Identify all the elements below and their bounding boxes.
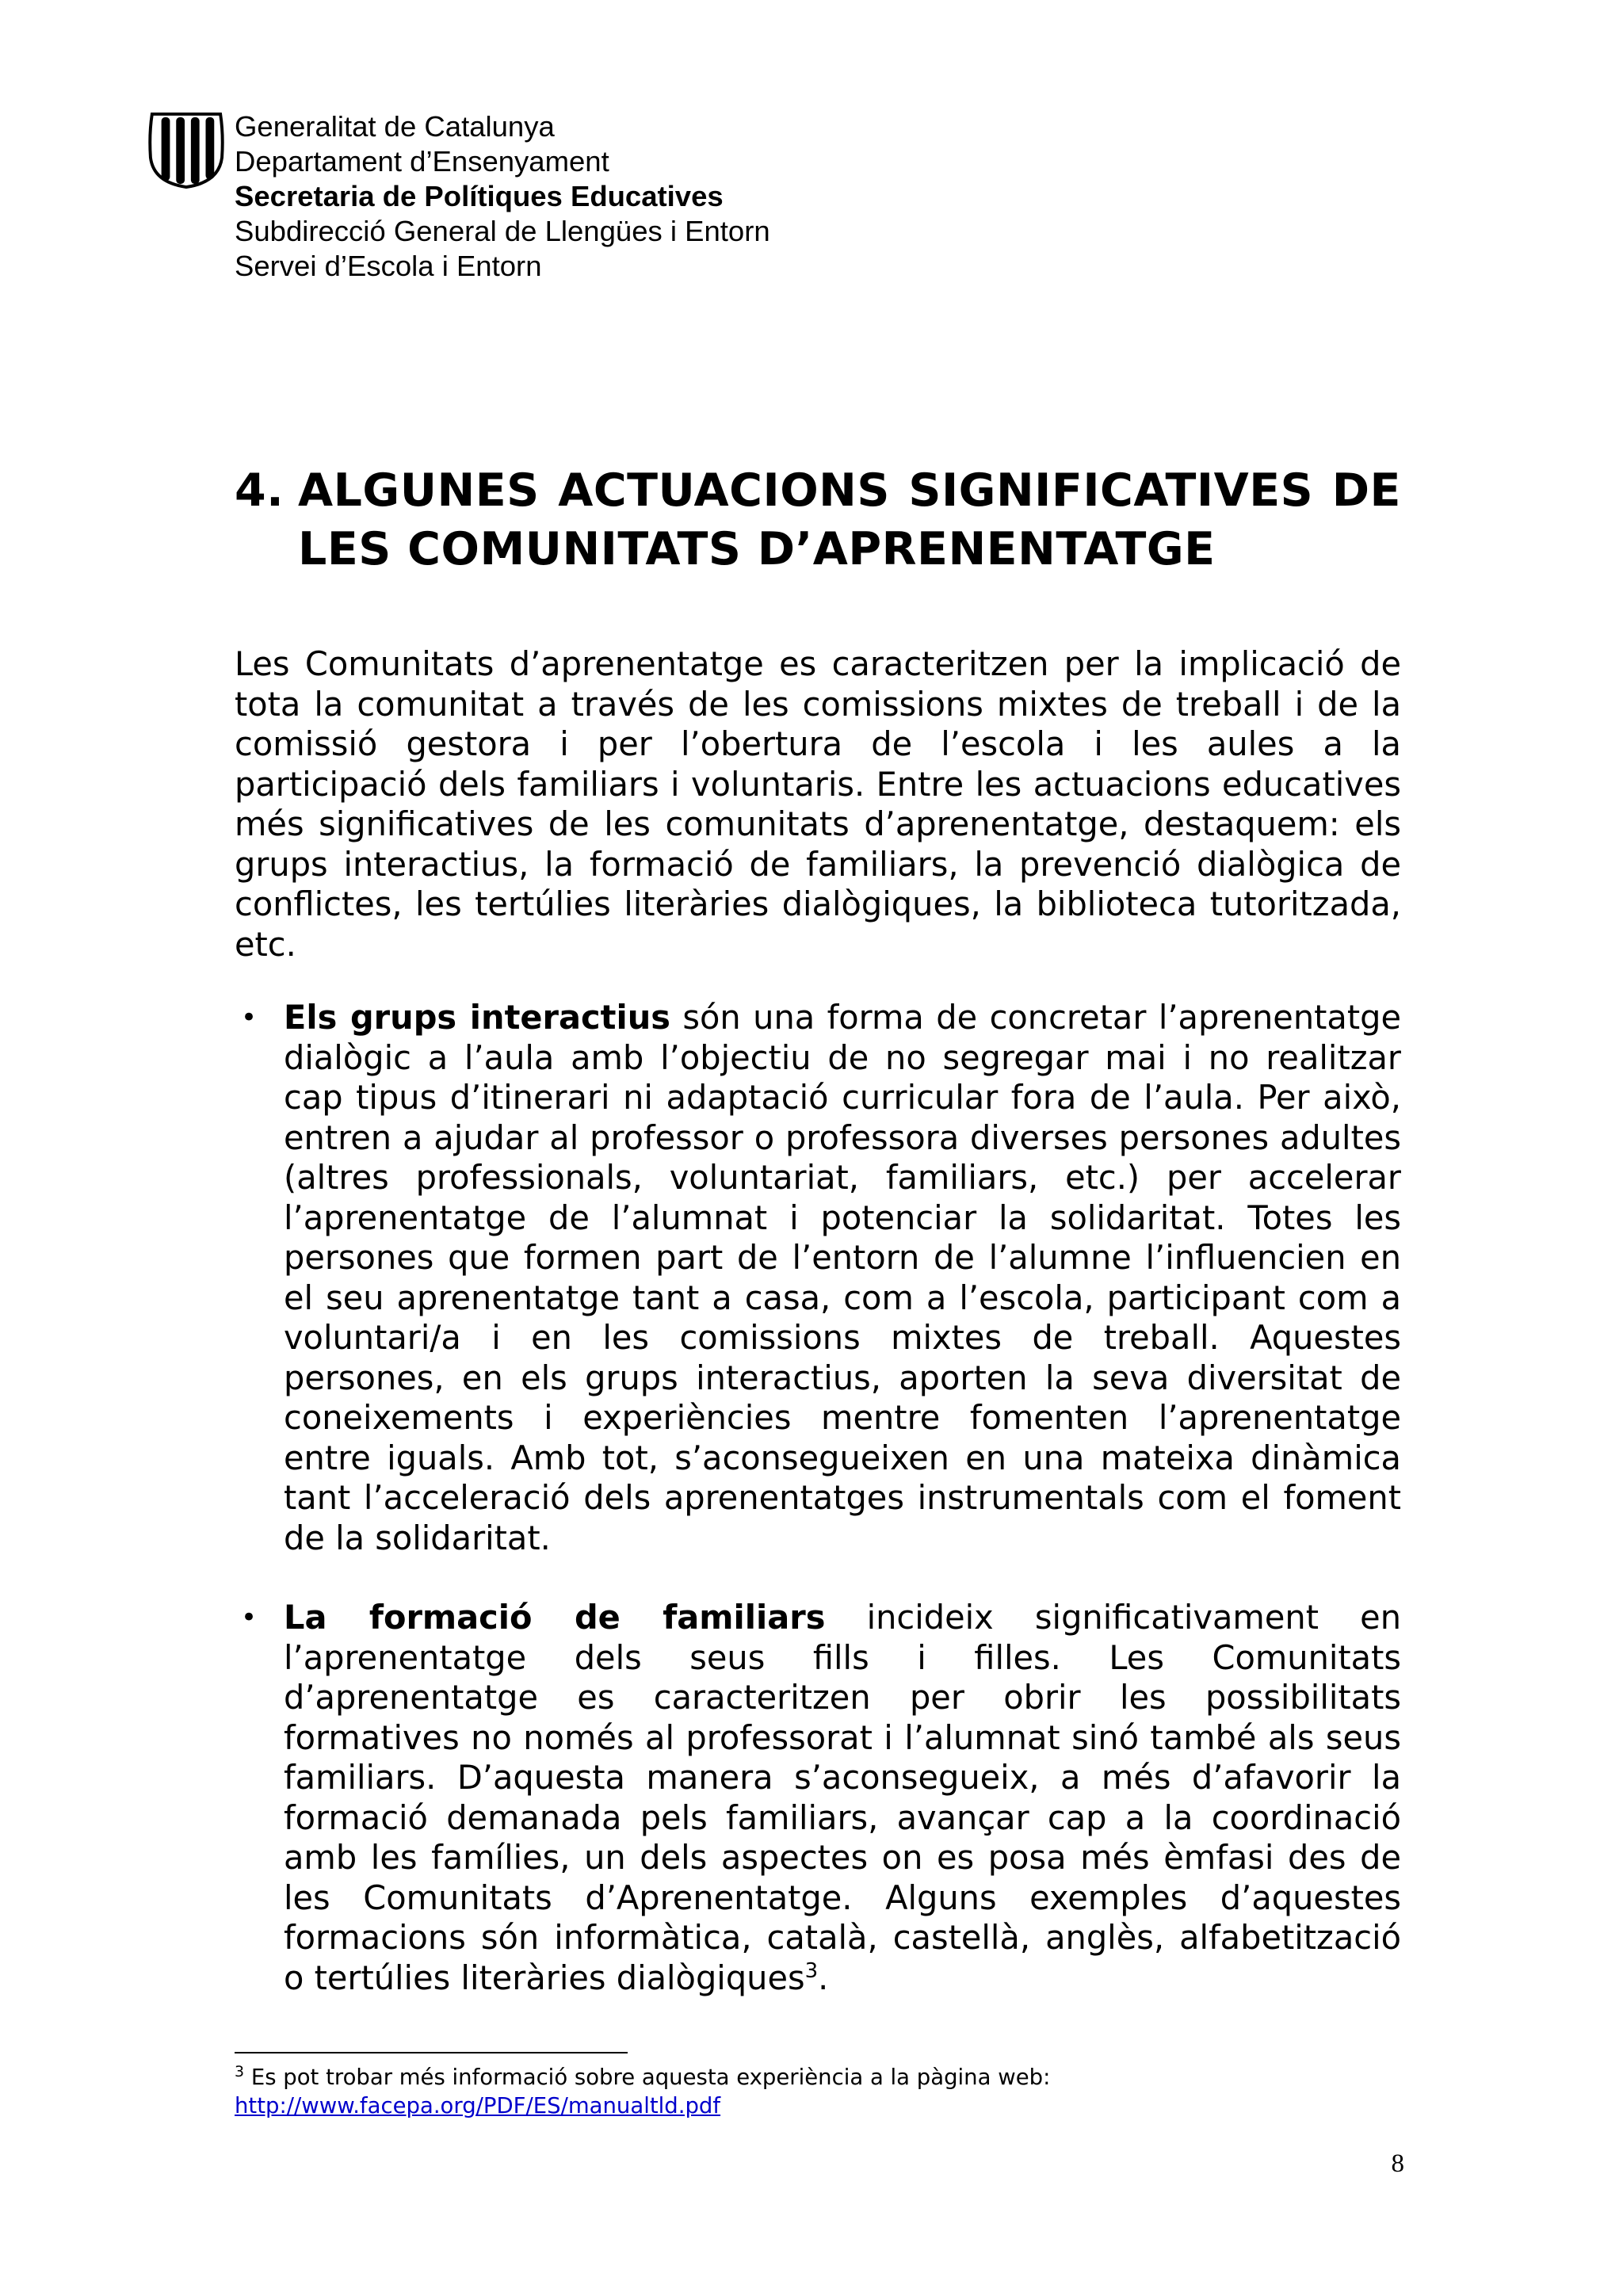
intro-paragraph: Les Comunitats d’aprenentatge es caracteritzen per la implicació de tota la comunitat a través de les comissions mixtes de treball i de la comissió gestora i per l’obertura de l’escola i les aules a la participació dels familiars i voluntaris. Entre les actuacions educatives més significatives de les comunitats d’aprenentatge, destaquem: els grups interactius, la formació de familiars, la prevenció dialògica de conflictes, les tertúlies literàries dialògiques, la biblioteca tutoritzada, etc. <box>235 644 1401 964</box>
list-item-text: són una forma de concretar l’aprenentatge dialògic a l’aula amb l’objectiu de no segregar mai i no realitzar cap tipus d’itinerari ni adaptació curricular fora de l’aula. Per això, entren a ajudar al professor o professora diverses persones adultes (altres professionals, voluntariat, familiars, etc.) per accelerar l’aprenentatge de l’alumnat i potenciar la solidaritat. Totes les persones que formen part de l’entorn de l’alumne l’influencien en el seu aprenentatge tant a casa, com a l’escola, participant com a voluntari/a i en les comissions mixtes de treball. Aquestes persones, en els grups interactius, aporten la seva diversitat de coneixements i experiències mentre fomenten l’aprenentatge entre iguals. Amb tot, s’aconsegueixen en una mateixa dinàmica tant l’acceleració dels aprenentatges instrumentals com el foment de la solidaritat. <box>284 998 1401 1557</box>
section-title: ALGUNES ACTUACIONS SIGNIFICATIVES DE LES COMUNITATS D’APRENENTATGE <box>298 464 1401 575</box>
org-name: Generalitat de Catalunya <box>235 110 555 143</box>
actions-list <box>235 998 1401 1998</box>
list-item-term: La formació de familiars <box>284 1598 826 1637</box>
main-content <box>235 461 1401 2038</box>
secretariat-name: Secretaria de Polítiques Educatives <box>235 180 724 212</box>
subdirectorate-name: Subdirecció General de Llengües i Entorn <box>235 215 770 247</box>
department-name: Departament d’Ensenyament <box>235 145 609 178</box>
footnote-text: Es pot trobar més informació sobre aquesta experiència a la pàgina web: <box>244 2065 1051 2090</box>
bullet-marker: • <box>241 1602 258 1633</box>
footnote-link[interactable]: http://www.facepa.org/PDF/ES/manualtld.pdf <box>235 2093 721 2118</box>
section-heading <box>235 461 1401 579</box>
list-item-text: incideix significativament en l’aprenentatge dels seus fills i filles. Les Comunitats d’aprenentatge es caracteritzen per obrir les possibilitats formatives no només al professorat i l’alumnat sinó també als seus familiars. D’aquesta manera s’aconsegueix, a més d’afavorir la formació demanada pels familiars, avançar cap a la coordinació amb les famílies, un dels aspectes on es posa més èmfasi des de les Comunitats d’Aprenentatge. Alguns exemples d’aquestes formacions són informàtica, català, castellà, anglès, alfabetització o tertúlies literàries dialògiques <box>284 1598 1401 1997</box>
list-item-term: Els grups interactius <box>284 998 670 1037</box>
bullet-marker: • <box>241 1002 258 1033</box>
list-item-formacio-familiars <box>235 1598 1401 1998</box>
footnote-separator <box>235 2052 628 2053</box>
organization-block <box>235 109 948 284</box>
page-number: 8 <box>1391 2149 1404 2178</box>
footnote <box>235 2063 1401 2120</box>
service-name: Servei d’Escola i Entorn <box>235 250 542 282</box>
section-number: 4. <box>235 464 285 517</box>
list-item-tail: . <box>818 1958 829 1997</box>
generalitat-logo-icon <box>147 111 225 189</box>
footnote-reference[interactable]: 3 <box>804 1958 819 1983</box>
list-item-grups-interactius <box>235 998 1401 1558</box>
footnote-number: 3 <box>235 2062 245 2080</box>
